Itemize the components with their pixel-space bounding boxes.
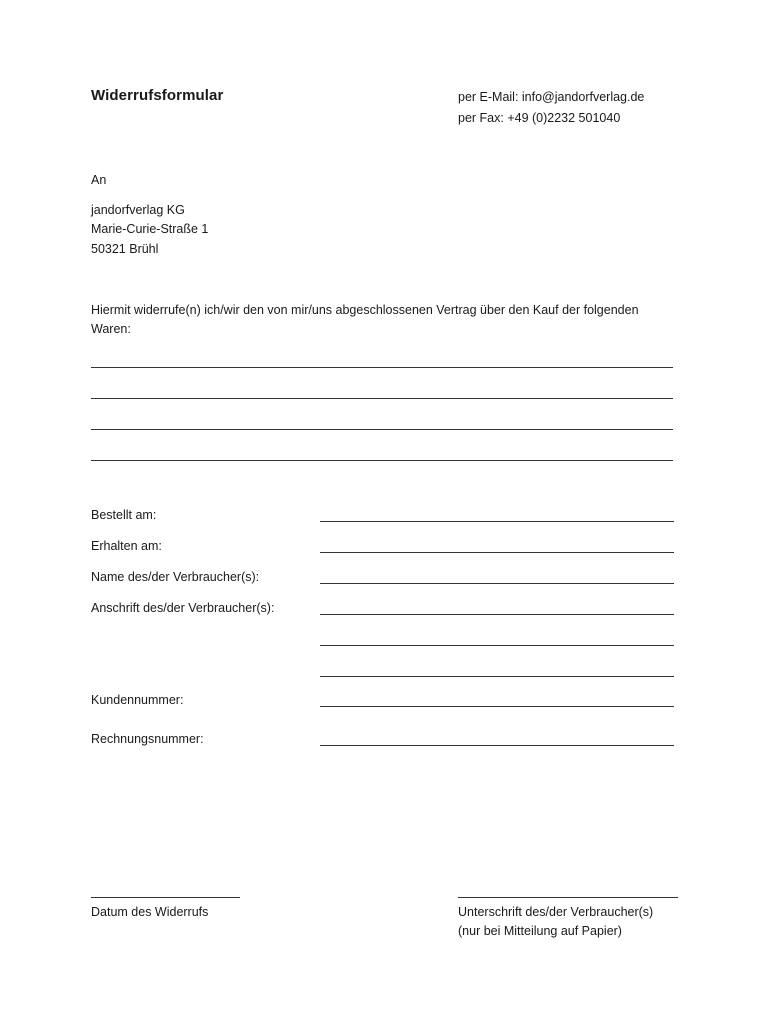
form-title: Widerrufsformular xyxy=(91,87,224,104)
field-label-customer-number: Kundennummer: xyxy=(91,693,184,707)
field-received-line[interactable] xyxy=(320,552,674,553)
field-label-invoice-number: Rechnungsnummer: xyxy=(91,732,204,746)
signature-line[interactable] xyxy=(458,897,678,898)
recipient-city: 50321 Brühl xyxy=(91,242,159,256)
field-customer-number-line[interactable] xyxy=(320,706,674,707)
withdrawal-statement: Hiermit widerrufe(n) ich/wir den von mir/uns abgeschlossenen Vertrag über den Kauf der folgenden Waren: xyxy=(91,303,639,336)
field-consumer-name-line[interactable] xyxy=(320,583,674,584)
recipient-salutation: An xyxy=(91,173,107,187)
field-consumer-address-line-1[interactable] xyxy=(320,614,674,615)
goods-line-3[interactable] xyxy=(91,429,673,430)
recipient-company: jandorfverlag KG xyxy=(91,203,185,217)
goods-line-4[interactable] xyxy=(91,460,673,461)
contact-fax: per Fax: +49 (0)2232 501040 xyxy=(458,111,621,125)
field-consumer-address-line-3[interactable] xyxy=(320,676,674,677)
field-invoice-number-line[interactable] xyxy=(320,745,674,746)
signature-label: Unterschrift des/der Verbraucher(s) xyxy=(458,905,654,919)
contact-email: per E-Mail: info@jandorfverlag.de xyxy=(458,90,645,104)
field-label-received: Erhalten am: xyxy=(91,539,162,553)
field-consumer-address-line-2[interactable] xyxy=(320,645,674,646)
date-line[interactable] xyxy=(91,897,240,898)
signature-note: (nur bei Mitteilung auf Papier) xyxy=(458,924,622,938)
field-label-ordered: Bestellt am: xyxy=(91,508,157,522)
goods-line-1[interactable] xyxy=(91,367,673,368)
date-label: Datum des Widerrufs xyxy=(91,905,209,919)
field-ordered-line[interactable] xyxy=(320,521,674,522)
recipient-street: Marie-Curie-Straße 1 xyxy=(91,222,209,236)
field-label-consumer-name: Name des/der Verbraucher(s): xyxy=(91,570,260,584)
goods-line-2[interactable] xyxy=(91,398,673,399)
field-label-consumer-address: Anschrift des/der Verbraucher(s): xyxy=(91,601,275,615)
